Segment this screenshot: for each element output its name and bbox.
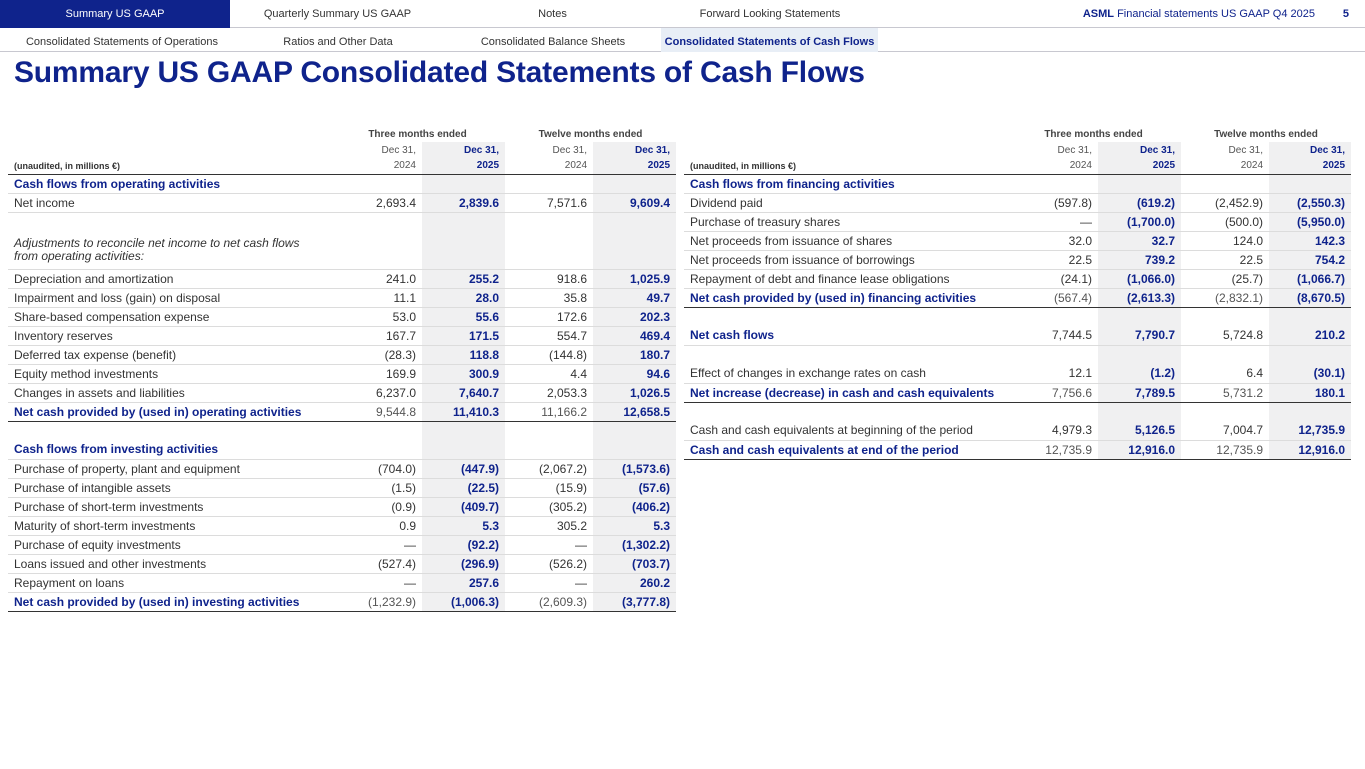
header-years xyxy=(8,158,676,174)
value-cell-2025: (2,550.3) xyxy=(1269,193,1351,212)
value-cell-2024: 241.0 xyxy=(330,269,422,288)
table-row xyxy=(8,497,676,516)
row-label: Depreciation and amortization xyxy=(8,269,330,288)
value-cell-2025 xyxy=(593,212,676,231)
value-cell-2025 xyxy=(1098,174,1181,193)
header-periods xyxy=(684,122,1351,142)
value-cell-2025: 260.2 xyxy=(593,573,676,592)
value-cell-2024: 12.1 xyxy=(1006,364,1098,383)
total-row xyxy=(684,383,1351,402)
header-year-curr: 2025 xyxy=(422,158,505,174)
value-cell-2024: 2,693.4 xyxy=(330,193,422,212)
value-cell-2025: 94.6 xyxy=(593,364,676,383)
value-cell-2025: 739.2 xyxy=(1098,250,1181,269)
row-label xyxy=(684,402,1006,421)
value-cell-2025: (57.6) xyxy=(593,478,676,497)
value-cell-2025: (1,006.3) xyxy=(422,592,505,611)
value-cell-2025: 1,026.5 xyxy=(593,383,676,402)
table-row xyxy=(8,193,676,212)
header-dates xyxy=(8,142,676,158)
value-cell-2025 xyxy=(422,440,505,459)
operating-investing-table xyxy=(8,122,676,612)
table-row xyxy=(8,269,676,288)
value-cell-2025: 469.4 xyxy=(593,326,676,345)
tab-cash-flows[interactable]: Consolidated Statements of Cash Flows xyxy=(661,28,878,52)
header-years xyxy=(684,158,1351,174)
header-date: Dec 31, xyxy=(593,142,676,158)
value-cell-2025 xyxy=(593,440,676,459)
value-cell-2025 xyxy=(1269,402,1351,421)
value-cell-2025: 180.1 xyxy=(1269,383,1351,402)
value-cell-2025 xyxy=(1098,307,1181,326)
value-cell-2025: (409.7) xyxy=(422,497,505,516)
value-cell-2024: 0.9 xyxy=(330,516,422,535)
row-label: Changes in assets and liabilities xyxy=(8,383,330,402)
value-cell-2024: (24.1) xyxy=(1006,269,1098,288)
value-cell-2025: 12,735.9 xyxy=(1269,421,1351,440)
value-cell-2024 xyxy=(505,440,593,459)
value-cell-2025: 118.8 xyxy=(422,345,505,364)
row-label: Impairment and loss (gain) on disposal xyxy=(8,288,330,307)
value-cell-2024: 22.5 xyxy=(1181,250,1269,269)
value-cell-2025: 5.3 xyxy=(593,516,676,535)
value-cell-2025: 210.2 xyxy=(1269,326,1351,345)
header-twelve-months: Twelve months ended xyxy=(1214,129,1318,140)
row-label: Purchase of equity investments xyxy=(8,535,330,554)
value-cell-2024: 6.4 xyxy=(1181,364,1269,383)
value-cell-2025: 1,025.9 xyxy=(593,269,676,288)
page-number: 5 xyxy=(1342,8,1349,20)
value-cell-2024 xyxy=(330,212,422,231)
value-cell-2024 xyxy=(1181,345,1269,364)
brand-name: ASML xyxy=(1082,8,1115,20)
value-cell-2024: 35.8 xyxy=(505,288,593,307)
value-cell-2025: 171.5 xyxy=(422,326,505,345)
value-cell-2025 xyxy=(593,421,676,440)
value-cell-2024: (1.5) xyxy=(330,478,422,497)
row-label: Cash flows from operating activities xyxy=(8,174,330,193)
row-label: Purchase of short-term investments xyxy=(8,497,330,516)
value-cell-2024: (2,452.9) xyxy=(1181,193,1269,212)
value-cell-2025 xyxy=(422,174,505,193)
row-label xyxy=(8,421,330,440)
table-row xyxy=(684,326,1351,345)
value-cell-2024: 7,756.6 xyxy=(1006,383,1098,402)
value-cell-2025 xyxy=(422,231,505,269)
tab-ratios[interactable]: Ratios and Other Data xyxy=(283,36,393,48)
table-row xyxy=(8,573,676,592)
table-row xyxy=(8,231,676,269)
value-cell-2025: (92.2) xyxy=(422,535,505,554)
value-cell-2024 xyxy=(330,421,422,440)
value-cell-2025: 9,609.4 xyxy=(593,193,676,212)
value-cell-2024 xyxy=(1006,402,1098,421)
value-cell-2025: 7,640.7 xyxy=(422,383,505,402)
total-row xyxy=(8,402,676,421)
value-cell-2024: (526.2) xyxy=(505,554,593,573)
value-cell-2024 xyxy=(505,231,593,269)
row-label: Repayment of debt and finance lease obligations xyxy=(684,269,1006,288)
row-label: Dividend paid xyxy=(684,193,1006,212)
value-cell-2024: 7,004.7 xyxy=(1181,421,1269,440)
value-cell-2024 xyxy=(1181,402,1269,421)
value-cell-2024: — xyxy=(505,573,593,592)
value-cell-2024 xyxy=(330,174,422,193)
value-cell-2024: — xyxy=(330,573,422,592)
header-year-prev: 2024 xyxy=(505,158,593,174)
value-cell-2025: (619.2) xyxy=(1098,193,1181,212)
value-cell-2024: 5,731.2 xyxy=(1181,383,1269,402)
value-cell-2024: (28.3) xyxy=(330,345,422,364)
row-label: Cash flows from investing activities xyxy=(8,440,330,459)
table-row xyxy=(8,516,676,535)
value-cell-2025: 180.7 xyxy=(593,345,676,364)
header-date: Dec 31, xyxy=(1057,144,1092,156)
value-cell-2024: (305.2) xyxy=(505,497,593,516)
value-cell-2024: 167.7 xyxy=(330,326,422,345)
value-cell-2024: 918.6 xyxy=(505,269,593,288)
value-cell-2024 xyxy=(1006,345,1098,364)
sub-nav xyxy=(0,28,1365,52)
row-label: Equity method investments xyxy=(8,364,330,383)
spacer-row xyxy=(8,212,676,231)
value-cell-2024: — xyxy=(1006,212,1098,231)
row-label: Deferred tax expense (benefit) xyxy=(8,345,330,364)
value-cell-2024: (25.7) xyxy=(1181,269,1269,288)
header-year-prev: 2024 xyxy=(330,158,422,174)
value-cell-2025 xyxy=(1098,345,1181,364)
document-title xyxy=(1083,0,1315,28)
value-cell-2024 xyxy=(330,440,422,459)
header-year-prev: 2024 xyxy=(1181,158,1269,174)
value-cell-2025: (447.9) xyxy=(422,459,505,478)
top-nav xyxy=(0,0,1365,28)
header-date: Dec 31, xyxy=(1098,142,1181,158)
value-cell-2024: 305.2 xyxy=(505,516,593,535)
value-cell-2024: 22.5 xyxy=(1006,250,1098,269)
table-row xyxy=(8,478,676,497)
value-cell-2025 xyxy=(422,212,505,231)
header-date: Dec 31, xyxy=(552,144,588,156)
value-cell-2024: 169.9 xyxy=(330,364,422,383)
value-cell-2024 xyxy=(505,421,593,440)
value-cell-2025: (22.5) xyxy=(422,478,505,497)
value-cell-2024: 2,053.3 xyxy=(505,383,593,402)
value-cell-2025: (3,777.8) xyxy=(593,592,676,611)
row-label: Adjustments to reconcile net income to net cash flows from operating activities: xyxy=(8,231,330,269)
value-cell-2024: (500.0) xyxy=(1181,212,1269,231)
row-label xyxy=(684,345,1006,364)
row-label: Cash and cash equivalents at beginning of the period xyxy=(684,421,1006,440)
value-cell-2025: 5,126.5 xyxy=(1098,421,1181,440)
value-cell-2024: (567.4) xyxy=(1006,288,1098,307)
spacer-row xyxy=(684,402,1351,421)
value-cell-2024: 32.0 xyxy=(1006,231,1098,250)
value-cell-2025: 142.3 xyxy=(1269,231,1351,250)
value-cell-2024: 9,544.8 xyxy=(330,402,422,421)
value-cell-2024 xyxy=(1006,174,1098,193)
value-cell-2025: 300.9 xyxy=(422,364,505,383)
row-label xyxy=(684,307,1006,326)
value-cell-2024: 4,979.3 xyxy=(1006,421,1098,440)
tab-summary-us-gaap[interactable]: Summary US GAAP xyxy=(0,0,230,28)
value-cell-2025: (1,700.0) xyxy=(1098,212,1181,231)
value-cell-2025 xyxy=(1269,174,1351,193)
value-cell-2024: (704.0) xyxy=(330,459,422,478)
document-title-text: Financial statements US GAAP Q4 2025 xyxy=(1114,8,1315,20)
table-row xyxy=(684,212,1351,231)
row-label: Inventory reserves xyxy=(8,326,330,345)
table-row xyxy=(8,307,676,326)
value-cell-2025 xyxy=(1269,345,1351,364)
value-cell-2024: 6,237.0 xyxy=(330,383,422,402)
value-cell-2024: (144.8) xyxy=(505,345,593,364)
value-cell-2025 xyxy=(422,421,505,440)
row-label: Net cash provided by (used in) operating activities xyxy=(8,402,330,421)
tab-notes[interactable]: Notes xyxy=(538,8,567,20)
row-label: Net income xyxy=(8,193,330,212)
table-row xyxy=(8,288,676,307)
value-cell-2024: 11,166.2 xyxy=(505,402,593,421)
header-periods xyxy=(8,122,676,142)
value-cell-2025: 55.6 xyxy=(422,307,505,326)
value-cell-2024: 7,744.5 xyxy=(1006,326,1098,345)
value-cell-2024: 12,735.9 xyxy=(1181,440,1269,459)
header-three-months: Three months ended xyxy=(368,129,467,140)
value-cell-2025: (1,066.7) xyxy=(1269,269,1351,288)
table-row xyxy=(684,193,1351,212)
row-label: Maturity of short-term investments xyxy=(8,516,330,535)
total-row xyxy=(684,288,1351,307)
unit-label: (unaudited, in millions €) xyxy=(684,158,1006,174)
value-cell-2024 xyxy=(505,174,593,193)
value-cell-2025: 11,410.3 xyxy=(422,402,505,421)
value-cell-2025: (2,613.3) xyxy=(1098,288,1181,307)
value-cell-2025: (8,670.5) xyxy=(1269,288,1351,307)
value-cell-2025: 32.7 xyxy=(1098,231,1181,250)
value-cell-2025 xyxy=(1269,307,1351,326)
value-cell-2024: (2,609.3) xyxy=(505,592,593,611)
tab-statements-of-operations[interactable]: Consolidated Statements of Operations xyxy=(25,36,218,48)
table-row xyxy=(684,250,1351,269)
row-label: Share-based compensation expense xyxy=(8,307,330,326)
row-label: Loans issued and other investments xyxy=(8,554,330,573)
value-cell-2025: (296.9) xyxy=(422,554,505,573)
tab-quarterly-summary[interactable]: Quarterly Summary US GAAP xyxy=(263,8,412,20)
row-label: Net cash flows xyxy=(684,326,1006,345)
value-cell-2024: 172.6 xyxy=(505,307,593,326)
tab-balance-sheets[interactable]: Consolidated Balance Sheets xyxy=(480,36,626,48)
header-year-curr: 2025 xyxy=(593,158,676,174)
value-cell-2025: 255.2 xyxy=(422,269,505,288)
header-date: Dec 31, xyxy=(422,142,505,158)
value-cell-2025: (703.7) xyxy=(593,554,676,573)
value-cell-2024: 53.0 xyxy=(330,307,422,326)
unit-label: (unaudited, in millions €) xyxy=(8,158,330,174)
section-header-row xyxy=(8,440,676,459)
tab-forward-looking[interactable]: Forward Looking Statements xyxy=(699,8,841,20)
table-row xyxy=(684,269,1351,288)
header-year-prev: 2024 xyxy=(1006,158,1098,174)
value-cell-2025: (5,950.0) xyxy=(1269,212,1351,231)
value-cell-2024: 554.7 xyxy=(505,326,593,345)
value-cell-2025: 5.3 xyxy=(422,516,505,535)
value-cell-2025: (1,573.6) xyxy=(593,459,676,478)
table-row xyxy=(8,383,676,402)
value-cell-2025: 12,658.5 xyxy=(593,402,676,421)
row-label: Cash and cash equivalents at end of the period xyxy=(684,440,1006,459)
value-cell-2024 xyxy=(1181,307,1269,326)
header-year-curr: 2025 xyxy=(1098,158,1181,174)
value-cell-2024 xyxy=(330,231,422,269)
row-label: Purchase of intangible assets xyxy=(8,478,330,497)
value-cell-2025: 257.6 xyxy=(422,573,505,592)
row-label: Effect of changes in exchange rates on cash xyxy=(684,364,1006,383)
page-title: Summary US GAAP Consolidated Statements of Cash Flows xyxy=(14,56,865,89)
header-date: Dec 31, xyxy=(1228,144,1264,156)
table-row xyxy=(684,421,1351,440)
spacer-row xyxy=(684,345,1351,364)
header-date: Dec 31, xyxy=(381,144,416,156)
header-dates xyxy=(684,142,1351,158)
value-cell-2024: (527.4) xyxy=(330,554,422,573)
value-cell-2024: (15.9) xyxy=(505,478,593,497)
spacer-row xyxy=(684,307,1351,326)
header-three-months: Three months ended xyxy=(1044,129,1143,140)
value-cell-2024: 12,735.9 xyxy=(1006,440,1098,459)
value-cell-2025: 12,916.0 xyxy=(1269,440,1351,459)
value-cell-2025: 202.3 xyxy=(593,307,676,326)
value-cell-2024: — xyxy=(505,535,593,554)
table-row xyxy=(8,554,676,573)
row-label: Purchase of property, plant and equipment xyxy=(8,459,330,478)
table-row xyxy=(684,364,1351,383)
value-cell-2025: (1,066.0) xyxy=(1098,269,1181,288)
value-cell-2025: 7,790.7 xyxy=(1098,326,1181,345)
row-label: Purchase of treasury shares xyxy=(684,212,1006,231)
section-header-row xyxy=(684,174,1351,193)
value-cell-2024: 124.0 xyxy=(1181,231,1269,250)
value-cell-2025: (30.1) xyxy=(1269,364,1351,383)
value-cell-2024: (0.9) xyxy=(330,497,422,516)
value-cell-2024: (1,232.9) xyxy=(330,592,422,611)
value-cell-2024: 11.1 xyxy=(330,288,422,307)
value-cell-2025 xyxy=(1098,402,1181,421)
row-label xyxy=(8,212,330,231)
table-row xyxy=(8,459,676,478)
value-cell-2024 xyxy=(505,212,593,231)
row-label: Cash flows from financing activities xyxy=(684,174,1006,193)
table-row xyxy=(8,326,676,345)
value-cell-2024: (2,832.1) xyxy=(1181,288,1269,307)
value-cell-2025: 28.0 xyxy=(422,288,505,307)
value-cell-2025: (1,302.2) xyxy=(593,535,676,554)
row-label: Net increase (decrease) in cash and cash equivalents xyxy=(684,383,1006,402)
row-label: Net proceeds from issuance of borrowings xyxy=(684,250,1006,269)
table-row xyxy=(684,231,1351,250)
value-cell-2025: 2,839.6 xyxy=(422,193,505,212)
header-twelve-months: Twelve months ended xyxy=(538,129,643,140)
row-label: Net proceeds from issuance of shares xyxy=(684,231,1006,250)
value-cell-2025: 7,789.5 xyxy=(1098,383,1181,402)
header-year-curr: 2025 xyxy=(1269,158,1351,174)
table-row xyxy=(8,535,676,554)
value-cell-2024: 5,724.8 xyxy=(1181,326,1269,345)
value-cell-2024 xyxy=(1006,307,1098,326)
row-label: Net cash provided by (used in) financing activities xyxy=(684,288,1006,307)
row-label: Net cash provided by (used in) investing activities xyxy=(8,592,330,611)
value-cell-2025: (406.2) xyxy=(593,497,676,516)
value-cell-2024: (2,067.2) xyxy=(505,459,593,478)
value-cell-2025: 49.7 xyxy=(593,288,676,307)
value-cell-2025 xyxy=(593,174,676,193)
value-cell-2024: (597.8) xyxy=(1006,193,1098,212)
value-cell-2025 xyxy=(593,231,676,269)
row-label: Repayment on loans xyxy=(8,573,330,592)
value-cell-2025: (1.2) xyxy=(1098,364,1181,383)
value-cell-2025: 754.2 xyxy=(1269,250,1351,269)
spacer-row xyxy=(8,421,676,440)
value-cell-2024 xyxy=(1181,174,1269,193)
value-cell-2024: — xyxy=(330,535,422,554)
value-cell-2024: 4.4 xyxy=(505,364,593,383)
section-header-row xyxy=(8,174,676,193)
table-row xyxy=(8,345,676,364)
total-row xyxy=(8,592,676,611)
table-row xyxy=(8,364,676,383)
value-cell-2024: 7,571.6 xyxy=(505,193,593,212)
financing-table xyxy=(684,122,1351,460)
total-row xyxy=(684,440,1351,459)
value-cell-2025: 12,916.0 xyxy=(1098,440,1181,459)
header-date: Dec 31, xyxy=(1269,142,1351,158)
